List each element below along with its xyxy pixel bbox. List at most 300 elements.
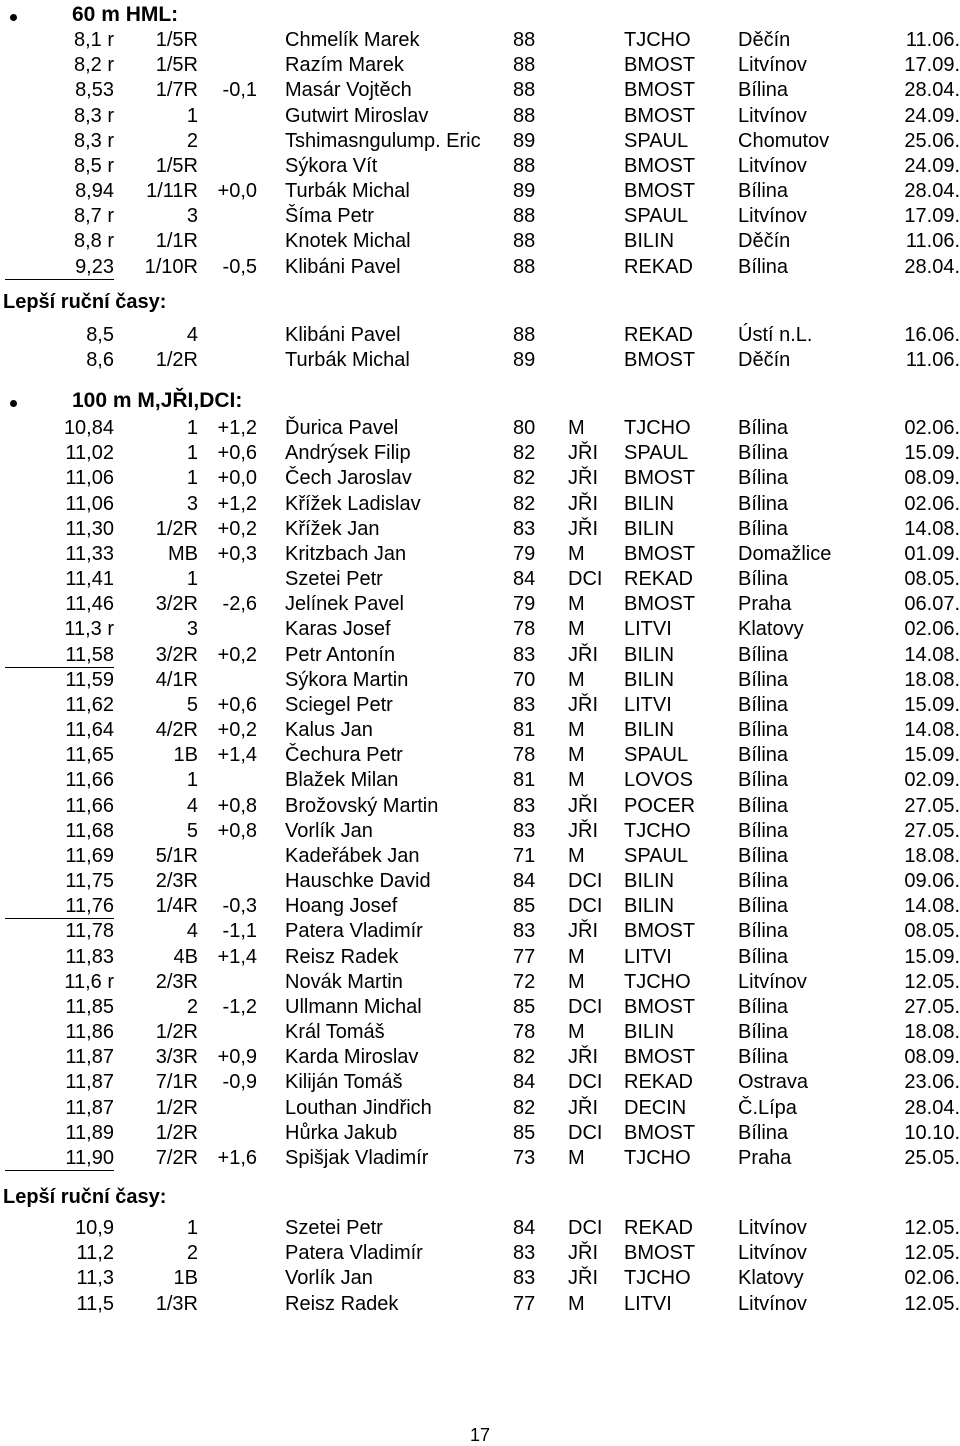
performance-cell: 10,84 [63,417,114,439]
birth-year-cell: 71 [513,845,536,867]
venue-cell: Bílina [738,820,789,842]
club-cell: TJCHO [624,417,691,439]
venue-cell: Bílina [738,180,789,202]
category-cell: JŘI [568,518,598,540]
placement-cell: 1 [186,769,198,791]
placement-cell: 4/2R [155,719,198,741]
placement-cell: 3/2R [155,593,198,615]
placement-cell: 1/5R [155,29,198,51]
club-cell: LITVI [624,618,672,640]
wind-cell: +0,3 [217,543,257,565]
athlete-name-cell: Knotek Michal [285,230,411,252]
date-cell: 27.05. [904,996,960,1018]
separator-line [5,279,114,280]
birth-year-cell: 88 [513,205,536,227]
date-cell: 28.04. [904,79,960,101]
wind-cell: +0,8 [217,795,257,817]
athlete-name-cell: Reisz Radek [285,946,399,968]
placement-cell: 2 [186,130,198,152]
result-row [0,204,960,229]
performance-cell: 10,9 [75,1217,114,1239]
venue-cell: Děčín [738,230,791,252]
birth-year-cell: 88 [513,29,536,51]
club-cell: POCER [624,795,696,817]
date-cell: 23.06. [904,1071,960,1093]
category-cell: JŘI [568,1267,598,1289]
placement-cell: 1 [186,467,198,489]
placement-cell: 1/7R [155,79,198,101]
athlete-name-cell: Gutwirt Miroslav [285,105,429,127]
result-row [0,28,960,53]
category-cell: M [568,1293,585,1315]
result-row [0,78,960,103]
performance-cell: 8,53 [75,79,114,101]
venue-cell: Litvínov [738,105,807,127]
result-row [0,617,960,642]
placement-cell: 4B [173,946,198,968]
category-cell: JŘI [568,442,598,464]
venue-cell: Bílina [738,518,789,540]
result-row [0,894,960,919]
result-row [0,869,960,894]
date-cell: 25.06. [904,130,960,152]
date-cell: 08.05. [904,920,960,942]
category-cell: M [568,744,585,766]
category-cell: M [568,845,585,867]
result-row [0,1266,960,1291]
performance-cell: 11,06 [65,467,114,489]
birth-year-cell: 84 [513,1071,536,1093]
venue-cell: Děčín [738,349,791,371]
club-cell: BMOST [624,349,696,371]
result-row [0,441,960,466]
club-cell: BMOST [624,79,696,101]
wind-cell: +0,2 [217,518,257,540]
date-cell: 15.09. [904,442,960,464]
placement-cell: 7/2R [155,1147,198,1169]
venue-cell: Klatovy [738,1267,804,1289]
placement-cell: 2/3R [155,971,198,993]
birth-year-cell: 79 [513,543,536,565]
venue-cell: Praha [738,593,792,615]
birth-year-cell: 82 [513,1046,536,1068]
club-cell: BMOST [624,155,696,177]
placement-cell: 2/3R [155,870,198,892]
placement-cell: 1/10R [144,256,198,278]
athlete-name-cell: Turbák Michal [285,349,410,371]
date-cell: 12.05. [904,1293,960,1315]
category-cell: DCI [568,568,603,590]
athlete-name-cell: Sciegel Petr [285,694,393,716]
placement-cell: 1 [186,568,198,590]
athlete-name-cell: Louthan Jindřich [285,1097,432,1119]
venue-cell: Bílina [738,795,789,817]
venue-cell: Bílina [738,769,789,791]
birth-year-cell: 88 [513,155,536,177]
club-cell: REKAD [624,568,693,590]
placement-cell: 4 [186,795,198,817]
club-cell: SPAUL [624,845,689,867]
venue-cell: Bílina [738,568,789,590]
performance-cell: 11,68 [65,820,114,842]
athlete-name-cell: Křížek Jan [285,518,380,540]
club-cell: BILIN [624,719,675,741]
result-row [0,819,960,844]
placement-cell: 3 [186,618,198,640]
category-cell: JŘI [568,644,598,666]
performance-cell: 8,7 r [73,205,114,227]
venue-cell: Bílina [738,467,789,489]
result-row [0,1146,960,1171]
wind-cell: -0,1 [222,79,257,101]
venue-cell: Bílina [738,1046,789,1068]
wind-cell: +0,0 [217,180,257,202]
birth-year-cell: 72 [513,971,536,993]
result-row [0,104,960,129]
club-cell: TJCHO [624,29,691,51]
result-row [0,768,960,793]
performance-cell: 11,89 [65,1122,114,1144]
club-cell: BMOST [624,105,696,127]
result-row [0,53,960,78]
birth-year-cell: 84 [513,870,536,892]
category-cell: DCI [568,1122,603,1144]
venue-cell: Klatovy [738,618,804,640]
date-cell: 18.08. [904,845,960,867]
performance-cell: 11,87 [65,1097,114,1119]
date-cell: 14.08. [904,719,960,741]
birth-year-cell: 82 [513,493,536,515]
date-cell: 02.06. [904,1267,960,1289]
athlete-name-cell: Čechura Petr [285,744,403,766]
date-cell: 02.06. [904,618,960,640]
category-cell: JŘI [568,920,598,942]
performance-cell: 11,85 [65,996,114,1018]
performance-cell: 11,3 r [64,618,114,640]
category-cell: JŘI [568,1046,598,1068]
athlete-name-cell: Sýkora Martin [285,669,409,691]
athlete-name-cell: Vorlík Jan [285,820,373,842]
venue-cell: Děčín [738,29,791,51]
venue-cell: Bílina [738,996,789,1018]
athlete-name-cell: Patera Vladimír [285,920,423,942]
placement-cell: 1/2R [155,1021,198,1043]
athlete-name-cell: Karas Josef [285,618,391,640]
date-cell: 08.05. [904,568,960,590]
club-cell: BMOST [624,1122,696,1144]
category-cell: M [568,946,585,968]
venue-cell: Bílina [738,493,789,515]
venue-cell: Bílina [738,946,789,968]
club-cell: BILIN [624,518,675,540]
date-cell: 18.08. [904,669,960,691]
birth-year-cell: 84 [513,1217,536,1239]
category-cell: JŘI [568,1242,598,1264]
athlete-name-cell: Křížek Ladislav [285,493,421,515]
wind-cell: -0,3 [222,895,257,917]
wind-cell: +0,0 [217,467,257,489]
athlete-name-cell: Petr Antonín [285,644,396,666]
date-cell: 28.04. [904,180,960,202]
athlete-name-cell: Hoang Josef [285,895,398,917]
wind-cell: -1,2 [222,996,257,1018]
wind-cell: +1,4 [217,744,257,766]
performance-cell: 11,66 [65,795,114,817]
result-row [0,643,960,668]
date-cell: 11.06. [905,230,960,252]
performance-cell: 11,59 [65,669,114,691]
athlete-name-cell: Hauschke David [285,870,431,892]
athlete-name-cell: Andrýsek Filip [285,442,411,464]
venue-cell: Č.Lípa [738,1097,797,1119]
result-row [0,995,960,1020]
birth-year-cell: 89 [513,130,536,152]
placement-cell: 1 [186,442,198,464]
hand-times-heading: Lepší ruční časy: [3,1186,167,1208]
venue-cell: Bílina [738,669,789,691]
date-cell: 06.07. [904,593,960,615]
placement-cell: 4 [186,920,198,942]
birth-year-cell: 83 [513,518,536,540]
result-row [0,416,960,441]
date-cell: 15.09. [904,694,960,716]
venue-cell: Litvínov [738,1217,807,1239]
placement-cell: 1/2R [155,1097,198,1119]
wind-cell: +0,6 [217,442,257,464]
club-cell: REKAD [624,1071,693,1093]
result-row [0,718,960,743]
club-cell: LITVI [624,694,672,716]
club-cell: LOVOS [624,769,693,791]
date-cell: 14.08. [904,644,960,666]
date-cell: 11.06. [905,349,960,371]
result-row [0,348,960,373]
placement-cell: 1/2R [155,518,198,540]
placement-cell: 1B [173,1267,198,1289]
club-cell: BMOST [624,467,696,489]
athlete-name-cell: Reisz Radek [285,1293,399,1315]
venue-cell: Litvínov [738,1242,807,1264]
club-cell: BILIN [624,644,675,666]
category-cell: JŘI [568,467,598,489]
club-cell: BILIN [624,1021,675,1043]
venue-cell: Bílina [738,694,789,716]
athlete-name-cell: Chmelík Marek [285,29,420,51]
club-cell: BMOST [624,180,696,202]
performance-cell: 11,58 [65,644,114,666]
date-cell: 10.10. [904,1122,960,1144]
section-title: 100 m M,JŘI,DCI: [72,389,243,412]
birth-year-cell: 88 [513,54,536,76]
date-cell: 14.08. [904,518,960,540]
category-cell: DCI [568,870,603,892]
wind-cell: +1,2 [217,417,257,439]
performance-cell: 8,6 [86,349,114,371]
venue-cell: Bílina [738,744,789,766]
performance-cell: 8,8 r [73,230,114,252]
athlete-name-cell: Turbák Michal [285,180,410,202]
date-cell: 01.09. [904,543,960,565]
performance-cell: 11,30 [65,518,114,540]
club-cell: BILIN [624,493,675,515]
wind-cell: -1,1 [222,920,257,942]
placement-cell: 7/1R [155,1071,198,1093]
club-cell: BMOST [624,996,696,1018]
result-row [0,1070,960,1095]
venue-cell: Bílina [738,644,789,666]
athlete-name-cell: Brožovský Martin [285,795,439,817]
birth-year-cell: 88 [513,230,536,252]
birth-year-cell: 85 [513,996,536,1018]
performance-cell: 11,83 [65,946,114,968]
birth-year-cell: 88 [513,256,536,278]
venue-cell: Ústí n.L. [738,324,813,346]
category-cell: JŘI [568,1097,598,1119]
bullet-icon [10,400,17,407]
date-cell: 25.05. [904,1147,960,1169]
placement-cell: 3/2R [155,644,198,666]
wind-cell: +0,9 [217,1046,257,1068]
venue-cell: Bílina [738,920,789,942]
performance-cell: 11,2 [76,1242,114,1264]
club-cell: BMOST [624,1242,696,1264]
placement-cell: 2 [186,1242,198,1264]
placement-cell: 1/11R [146,180,198,202]
category-cell: DCI [568,996,603,1018]
placement-cell: 1/5R [155,155,198,177]
athlete-name-cell: Kalus Jan [285,719,373,741]
athlete-name-cell: Hůrka Jakub [285,1122,398,1144]
wind-cell: -2,6 [222,593,257,615]
athlete-name-cell: Szetei Petr [285,1217,383,1239]
performance-cell: 11,41 [65,568,114,590]
club-cell: LITVI [624,1293,672,1315]
result-row [0,1096,960,1121]
performance-cell: 8,1 r [73,29,114,51]
birth-year-cell: 81 [513,769,536,791]
performance-cell: 8,5 r [73,155,114,177]
birth-year-cell: 78 [513,744,536,766]
athlete-name-cell: Novák Martin [285,971,403,993]
result-row [0,229,960,254]
date-cell: 28.04. [904,256,960,278]
performance-cell: 11,69 [65,845,114,867]
result-row [0,919,960,944]
club-cell: REKAD [624,256,693,278]
wind-cell: -0,9 [222,1071,257,1093]
result-row [0,1045,960,1070]
date-cell: 12.05. [904,1217,960,1239]
result-row [0,466,960,491]
category-cell: M [568,417,585,439]
performance-cell: 8,5 [86,324,114,346]
birth-year-cell: 77 [513,1293,536,1315]
club-cell: TJCHO [624,971,691,993]
venue-cell: Litvínov [738,54,807,76]
category-cell: JŘI [568,493,598,515]
performance-cell: 11,46 [65,593,114,615]
result-row [0,668,960,693]
category-cell: M [568,1147,585,1169]
performance-cell: 8,3 r [73,130,114,152]
birth-year-cell: 83 [513,795,536,817]
club-cell: REKAD [624,1217,693,1239]
performance-cell: 11,33 [65,543,114,565]
bullet-icon [10,14,17,21]
venue-cell: Domažlice [738,543,832,565]
athlete-name-cell: Kritzbach Jan [285,543,407,565]
birth-year-cell: 78 [513,1021,536,1043]
athlete-name-cell: Vorlík Jan [285,1267,373,1289]
club-cell: BILIN [624,870,675,892]
athlete-name-cell: Kadeřábek Jan [285,845,420,867]
date-cell: 17.09. [904,205,960,227]
club-cell: TJCHO [624,820,691,842]
birth-year-cell: 83 [513,644,536,666]
athlete-name-cell: Razím Marek [285,54,404,76]
result-row [0,844,960,869]
result-row [0,1020,960,1045]
separator-line [5,918,114,919]
athlete-name-cell: Karda Miroslav [285,1046,419,1068]
date-cell: 02.06. [904,493,960,515]
result-row [0,323,960,348]
birth-year-cell: 83 [513,1267,536,1289]
club-cell: TJCHO [624,1147,691,1169]
result-row [0,1292,960,1317]
venue-cell: Bílina [738,895,789,917]
result-row [0,693,960,718]
birth-year-cell: 82 [513,442,536,464]
placement-cell: 1/4R [155,895,198,917]
venue-cell: Bílina [738,442,789,464]
athlete-name-cell: Spišjak Vladimír [285,1147,429,1169]
result-row [0,1121,960,1146]
date-cell: 02.09. [904,769,960,791]
athlete-name-cell: Klibáni Pavel [285,324,401,346]
club-cell: BILIN [624,895,675,917]
performance-cell: 11,65 [65,744,114,766]
date-cell: 14.08. [904,895,960,917]
birth-year-cell: 83 [513,920,536,942]
athlete-name-cell: Tshimasngulump. Eric [285,130,481,152]
club-cell: SPAUL [624,744,689,766]
performance-cell: 11,78 [65,920,114,942]
performance-cell: 11,66 [65,769,114,791]
birth-year-cell: 83 [513,694,536,716]
athlete-name-cell: Masár Vojtěch [285,79,412,101]
venue-cell: Chomutov [738,130,830,152]
category-cell: M [568,593,585,615]
performance-cell: 11,76 [65,895,114,917]
venue-cell: Bílina [738,256,789,278]
placement-cell: 1 [186,105,198,127]
performance-cell: 11,75 [65,870,114,892]
category-cell: DCI [568,895,603,917]
result-row [0,1241,960,1266]
date-cell: 12.05. [904,1242,960,1264]
placement-cell: 4 [186,324,198,346]
wind-cell: +1,2 [217,493,257,515]
club-cell: BMOST [624,593,696,615]
performance-cell: 11,90 [65,1147,114,1169]
venue-cell: Bílina [738,719,789,741]
placement-cell: 1/2R [155,349,198,371]
result-row [0,492,960,517]
club-cell: LITVI [624,946,672,968]
birth-year-cell: 85 [513,895,536,917]
category-cell: M [568,543,585,565]
